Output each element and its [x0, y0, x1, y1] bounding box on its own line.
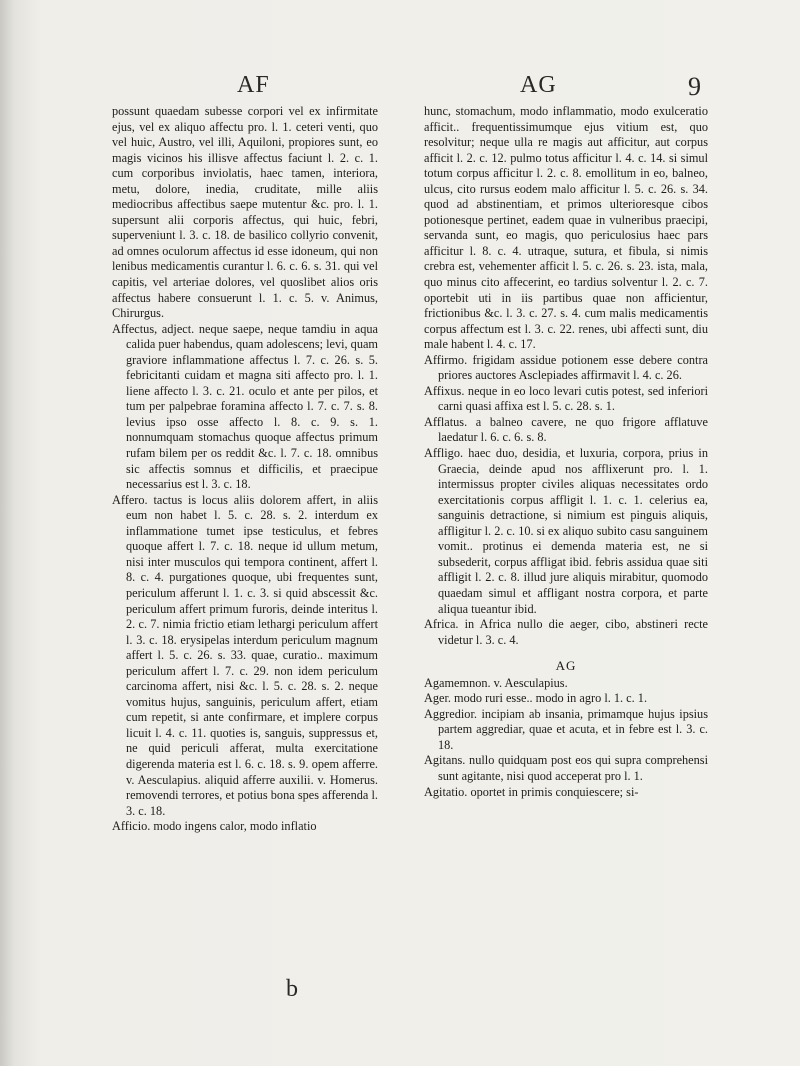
entry-affero: Affero. tactus is locus aliis dolorem affert, in aliis eum non habet l. 5. c. 28. s. 2. interdum ex inflammatione tumet ipse testiculus, et febres quoque affert l. 7. c. 18. neque id ullum metum, nisi inter musculos qui tempora continent, affert l. 8. c. 4. purgationes quoque, ubi frequentes sunt, periculum afferunt l. 1. c. 3. si quid abscessit &c. periculum affert primum furoris, deinde interitus l. 2. c. 7. nimia frictio etiam lethargi periculum affert l. 3. c. 18. erysipelas interdum periculum magnum affert l. 5. c. 26. s. 33. quae, curatio.. maximum periculum affert l. 7. c. 29. non idem periculum carcinoma affert, nisi &c. l. 5. c. 28. s. 2. neque vomitus hujus, sanguinis, periculum affert, etiam cum repetit, si ante confirmare, et implere corpus licuit l. 4. c. 11. quoties is, sanguis, suppressus et, ne quid periculi afferat, multa exercitatione digerenda materia est l. 6. c. 18. s. 9. opem afferre. v. Aesculapius. aliquid afferre auxilii. v. Homerus. removendi terrores, et potius bona spes afferenda l. 3. c. 18.: [112, 492, 378, 818]
signature-mark: b: [286, 976, 298, 1002]
entry-aggredior: Aggredior. incipiam ab insania, primamque hujus ipsius partem aggrediar, quae et acuta, et in febre est l. 3. c. 18.: [424, 706, 708, 752]
entry-affixus: Affixus. neque in eo loco levari cutis potest, sed inferiori carni quasi affixa est l. 5. c. 28. s. 1.: [424, 383, 708, 414]
entry-agitatio: Agitatio. oportet in primis conquiescere; si-: [424, 784, 639, 799]
entry-agamemnon: Agamemnon. v. Aesculapius.: [424, 675, 568, 690]
right-column: [424, 104, 708, 800]
entry-affectus-adject: Affectus, adject. neque saepe, neque tamdiu in aqua calida puer habendus, quam adolescens; levi, quam graviore inflammatione affectus l. 7. c. 26. s. 5. febricitanti cuidam et magna siti affecto pro. l. 1. liene affecto l. 3. c. 21. oculo et ante per pilos, et tum per palpebrae foramina affecto l. 7. c. 7. s. 8. levius ipso osse affecto l. 8. c. 9. s. 1. nonnumquam stomachus quoque affectus primum rufam bilem per os reddit &c. l. 7. c. 18. omnibus sic affectis somnus et difficilis, et praecipue necessarius est l. 3. c. 18.: [112, 321, 379, 492]
entry-africa: Africa. in Africa nullo die aeger, cibo, abstineri recte videtur l. 3. c. 4.: [424, 617, 708, 647]
running-head-left: AF: [237, 72, 270, 98]
entry-afficio-continued: hunc, stomachum, modo inflammatio, modo exulceratio afficit.. frequentissimumque ejus vitium est, quo resolvitur; neque ulla re magis aut afficitur, aut corpus afficit l. 2. c. 12. pulmo totus afficitur l. 4. c. 14. si simul totum corpus afficitur l. 2. c. 8. emollitum in eo, balneo, ulcus, cito rursus eodem malo afficitur l. 5. c. 26. s. 34. quod ad abstinentiam, et primos ulterioresque cibos potionesque pertinet, eadem quae in vulneribus praecipi, servanda sunt, eo magis, quo periculosius haec pars afficitur l. 8. c. 4. utraque, sutura, et fibula, si nimis crebra est, vehementer afficit l. 5. c. 26. s. 23. ista, mala, quo minus cito affecerint, eo tardius solventur l. 2. c. 7. oportebit uti in iis partibus quae non afficientur, frictionibus &c. l. 3. c. 27. s. 4. cum malis medicamentis corpus affectum est l. 3. c. 22. renes, ubi affecti sunt, diu male habent l. 4. c. 17.: [424, 104, 708, 352]
entry-continuation: possunt quaedam subesse corpori vel ex infirmitate ejus, vel ex aliquo affectu pro. l. 1. ceteri venti, quo vel huic, Austro, vel illi, Aquiloni, propiores sunt, eo magis vicinos his illisve affectus faciunt l. 2. c. 1. cum corporibus inviolatis, haec tamen, interiora, metu, dolore, inedia, cruditate, mille aliis mediocribus affectibus saepe mutentur &c. pro. l. 1. supersunt alii corporis affectus, qui huic, febri, superveniunt l. 3. c. 18. de basilico collyrio convenit, ad omnes oculorum affectus id esse idoneum, qui non lenibus medicamentis curantur l. 6. c. 6. s. 31. qui vel capitis, vel arteriae dolores, vel quoslibet alios oris affectus habere consuerunt l. 1. c. 5. v. Animus, Chirurgus.: [112, 104, 378, 321]
entry-agitans: Agitans. nullo quidquam post eos qui supra comprehensi sunt agitante, nisi quod acceperat pro l. 1.: [424, 753, 708, 783]
page-number: 9: [688, 72, 702, 101]
left-column: [112, 104, 378, 835]
entry-affirmo: Affirmo. frigidam assidue potionem esse debere contra priores auctores Asclepiades affirmavit l. 4. c. 26.: [424, 352, 708, 383]
entry-afflatus: Afflatus. a balneo cavere, ne quo frigore afflatuve laedatur l. 6. c. 6. s. 8.: [424, 414, 708, 445]
section-heading-ag: AG: [555, 658, 577, 674]
entry-ager: Ager. modo ruri esse.. modo in agro l. 1. c. 1.: [424, 691, 648, 706]
entry-afficio: Afficio. modo ingens calor, modo inflatio: [112, 819, 317, 834]
entry-affligo: Affligo. haec duo, desidia, et luxuria, corpora, prius in Graecia, deinde apud nos afflixerunt pro. l. 1. intermissus propter civiles aliquas necessitates ordo exercitationis corpus affligit l. 1. c. 1. celerius ea, sanguinis detractione, si nimium est pinguis aliquis, affligitur l. 2. c. 10. si ex aliquo subito casu sanguinem vomit.. protinus ei demenda materia est, ne si subsederit, corpus affligat ibid. febris assidua quae siti affligit l. 2. c. 8. illud jure aliquis mirabitur, quomodo quaedam simul et affligant nostra corpora, et parte aliqua tueantur ibid.: [424, 446, 708, 616]
running-head-right: AG: [520, 72, 557, 98]
